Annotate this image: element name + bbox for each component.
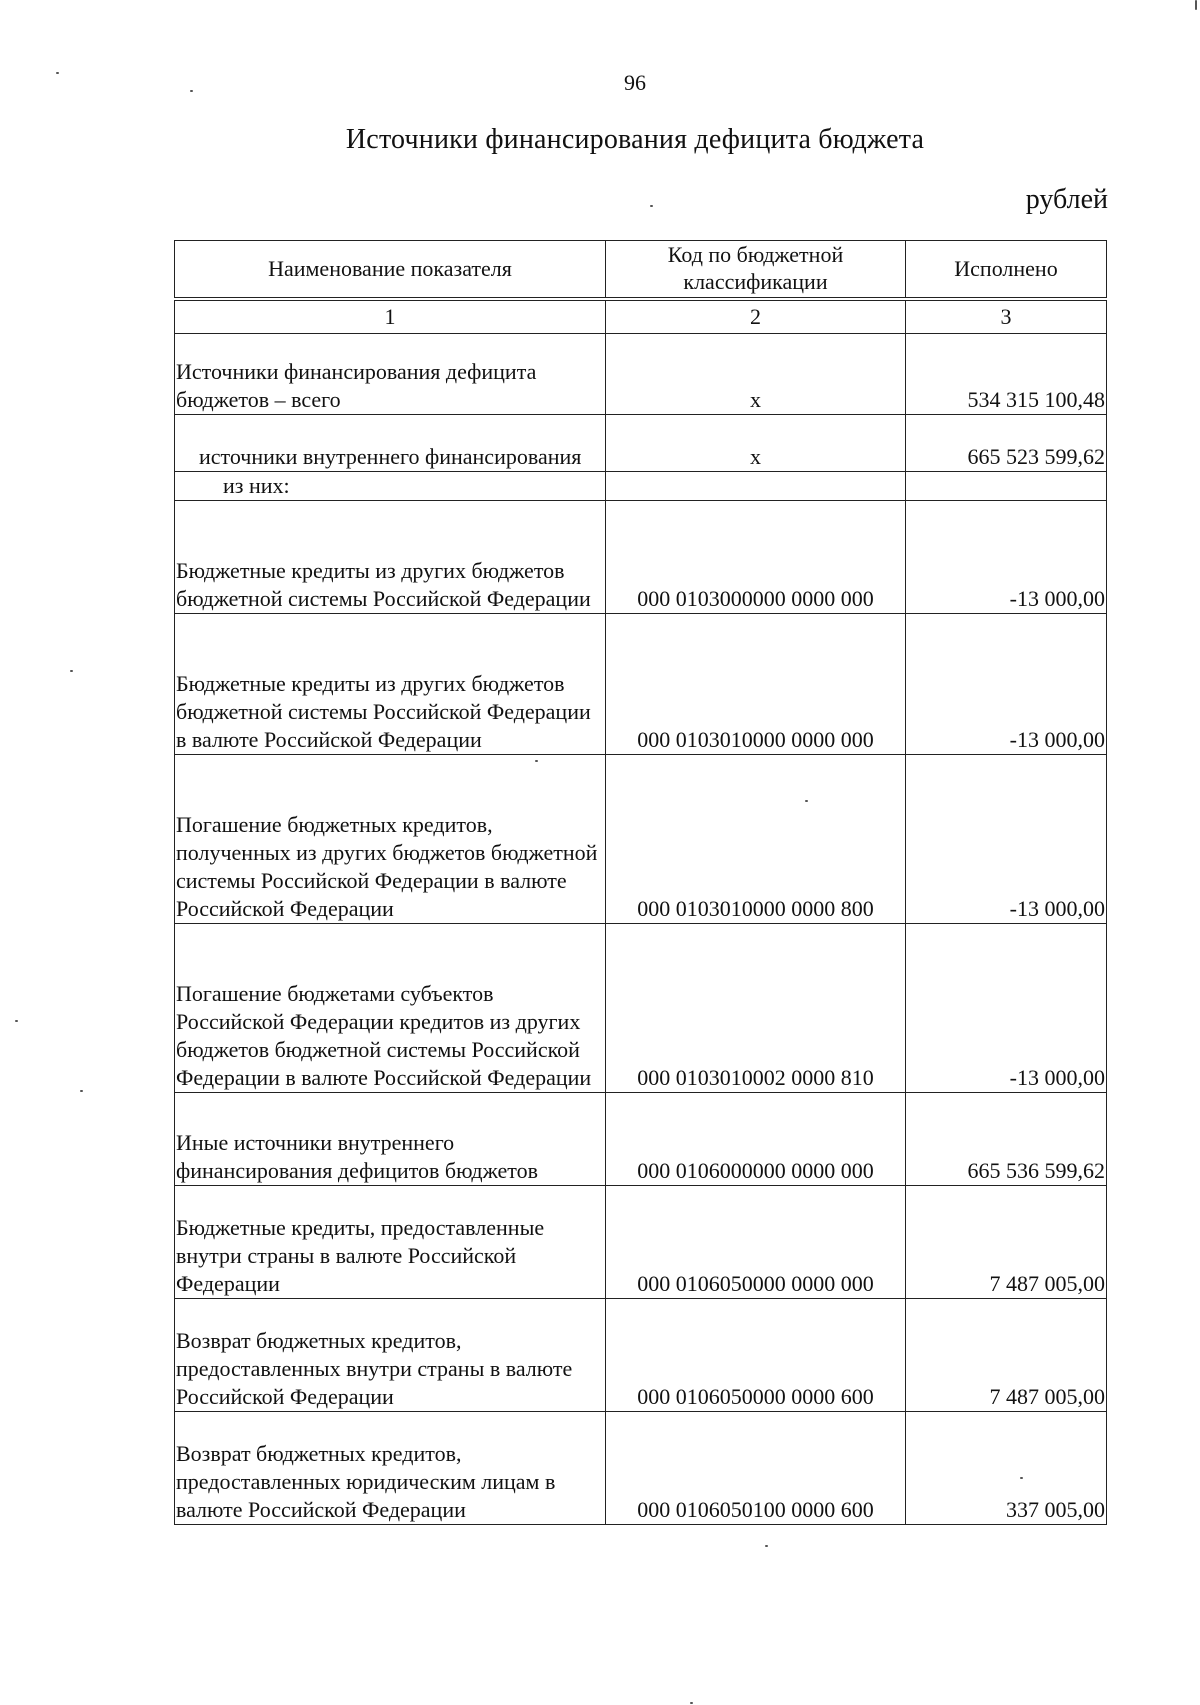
row-name: Иные источники внутреннего финансирования дефицитов бюджетов xyxy=(175,1093,606,1186)
row-value: 534 315 100,48 xyxy=(906,334,1107,415)
table-row xyxy=(175,614,1107,755)
column-number-3: 3 xyxy=(906,301,1107,334)
row-code: 000 0103010000 0000 800 xyxy=(606,755,906,924)
table-header-row xyxy=(175,241,1107,298)
row-name: Бюджетные кредиты из других бюджетов бюджетной системы Российской Федерации xyxy=(175,501,606,614)
scan-speck xyxy=(690,1702,693,1704)
row-value: 665 536 599,62 xyxy=(906,1093,1107,1186)
row-code: 000 0106000000 0000 000 xyxy=(606,1093,906,1186)
row-code: 000 0106050100 0000 600 xyxy=(606,1412,906,1525)
table-row xyxy=(175,1299,1107,1412)
data-table xyxy=(174,300,1107,1525)
row-code: 000 0106050000 0000 600 xyxy=(606,1299,906,1412)
row-name: Бюджетные кредиты, предоставленные внутри страны в валюте Российской Федерации xyxy=(175,1186,606,1299)
table-row xyxy=(175,415,1107,472)
column-number-1: 1 xyxy=(175,301,606,334)
table-row xyxy=(175,1412,1107,1525)
table-row xyxy=(175,501,1107,614)
table-row xyxy=(175,1186,1107,1299)
row-value: -13 000,00 xyxy=(906,614,1107,755)
scan-speck xyxy=(190,90,193,92)
document-title: Источники финансирования дефицита бюджета xyxy=(345,124,925,155)
row-name: Возврат бюджетных кредитов, предоставленных внутри страны в валюте Российской Федерации xyxy=(175,1299,606,1412)
page-number: 96 xyxy=(624,70,646,95)
scan-speck xyxy=(70,670,73,672)
units-label: рублей xyxy=(1025,184,1108,215)
scan-speck xyxy=(15,1020,18,1022)
row-name: источники внутреннего финансирования xyxy=(175,415,606,472)
scan-speck xyxy=(1020,1477,1023,1479)
scan-edge-mark xyxy=(1195,0,1197,10)
row-code: 000 0103000000 0000 000 xyxy=(606,501,906,614)
row-value: -13 000,00 xyxy=(906,501,1107,614)
table-row xyxy=(175,334,1107,415)
scan-speck xyxy=(650,205,653,207)
scan-speck xyxy=(535,760,538,762)
row-name: Возврат бюджетных кредитов, предоставленных юридическим лицам в валюте Российской Федерации xyxy=(175,1412,606,1525)
table-row xyxy=(175,755,1107,924)
header-value: Исполнено xyxy=(906,241,1107,298)
row-code: 000 0103010000 0000 000 xyxy=(606,614,906,755)
table-row xyxy=(175,472,1107,501)
scan-speck xyxy=(56,72,59,74)
table-row xyxy=(175,924,1107,1093)
row-name: Бюджетные кредиты из других бюджетов бюджетной системы Российской Федерации в валюте Российской Федерации xyxy=(175,614,606,755)
scan-speck xyxy=(765,1545,768,1547)
row-value: 7 487 005,00 xyxy=(906,1186,1107,1299)
row-code: 000 0106050000 0000 000 xyxy=(606,1186,906,1299)
row-name: из них: xyxy=(175,472,606,501)
row-name: Погашение бюджетных кредитов, полученных из других бюджетов бюджетной системы Российской Федерации в валюте Российской Федерации xyxy=(175,755,606,924)
header-name: Наименование показателя xyxy=(175,241,606,298)
table-header xyxy=(174,240,1107,298)
scan-speck xyxy=(805,800,808,802)
row-code xyxy=(606,472,906,501)
row-value: 665 523 599,62 xyxy=(906,415,1107,472)
column-number-2: 2 xyxy=(606,301,906,334)
row-code: х xyxy=(606,415,906,472)
row-value: -13 000,00 xyxy=(906,755,1107,924)
row-value: 7 487 005,00 xyxy=(906,1299,1107,1412)
row-value: 337 005,00 xyxy=(906,1412,1107,1525)
column-number-row xyxy=(175,301,1107,334)
row-name: Погашение бюджетами субъектов Российской Федерации кредитов из других бюджетов бюджетной системы Российской Федерации в валюте Российской Федерации xyxy=(175,924,606,1093)
scan-speck xyxy=(80,1090,83,1092)
header-code: Код по бюджетной классификации xyxy=(606,241,906,298)
row-name: Источники финансирования дефицита бюджетов – всего xyxy=(175,334,606,415)
row-value xyxy=(906,472,1107,501)
table-row xyxy=(175,1093,1107,1186)
row-value: -13 000,00 xyxy=(906,924,1107,1093)
row-code: х xyxy=(606,334,906,415)
row-code: 000 0103010002 0000 810 xyxy=(606,924,906,1093)
